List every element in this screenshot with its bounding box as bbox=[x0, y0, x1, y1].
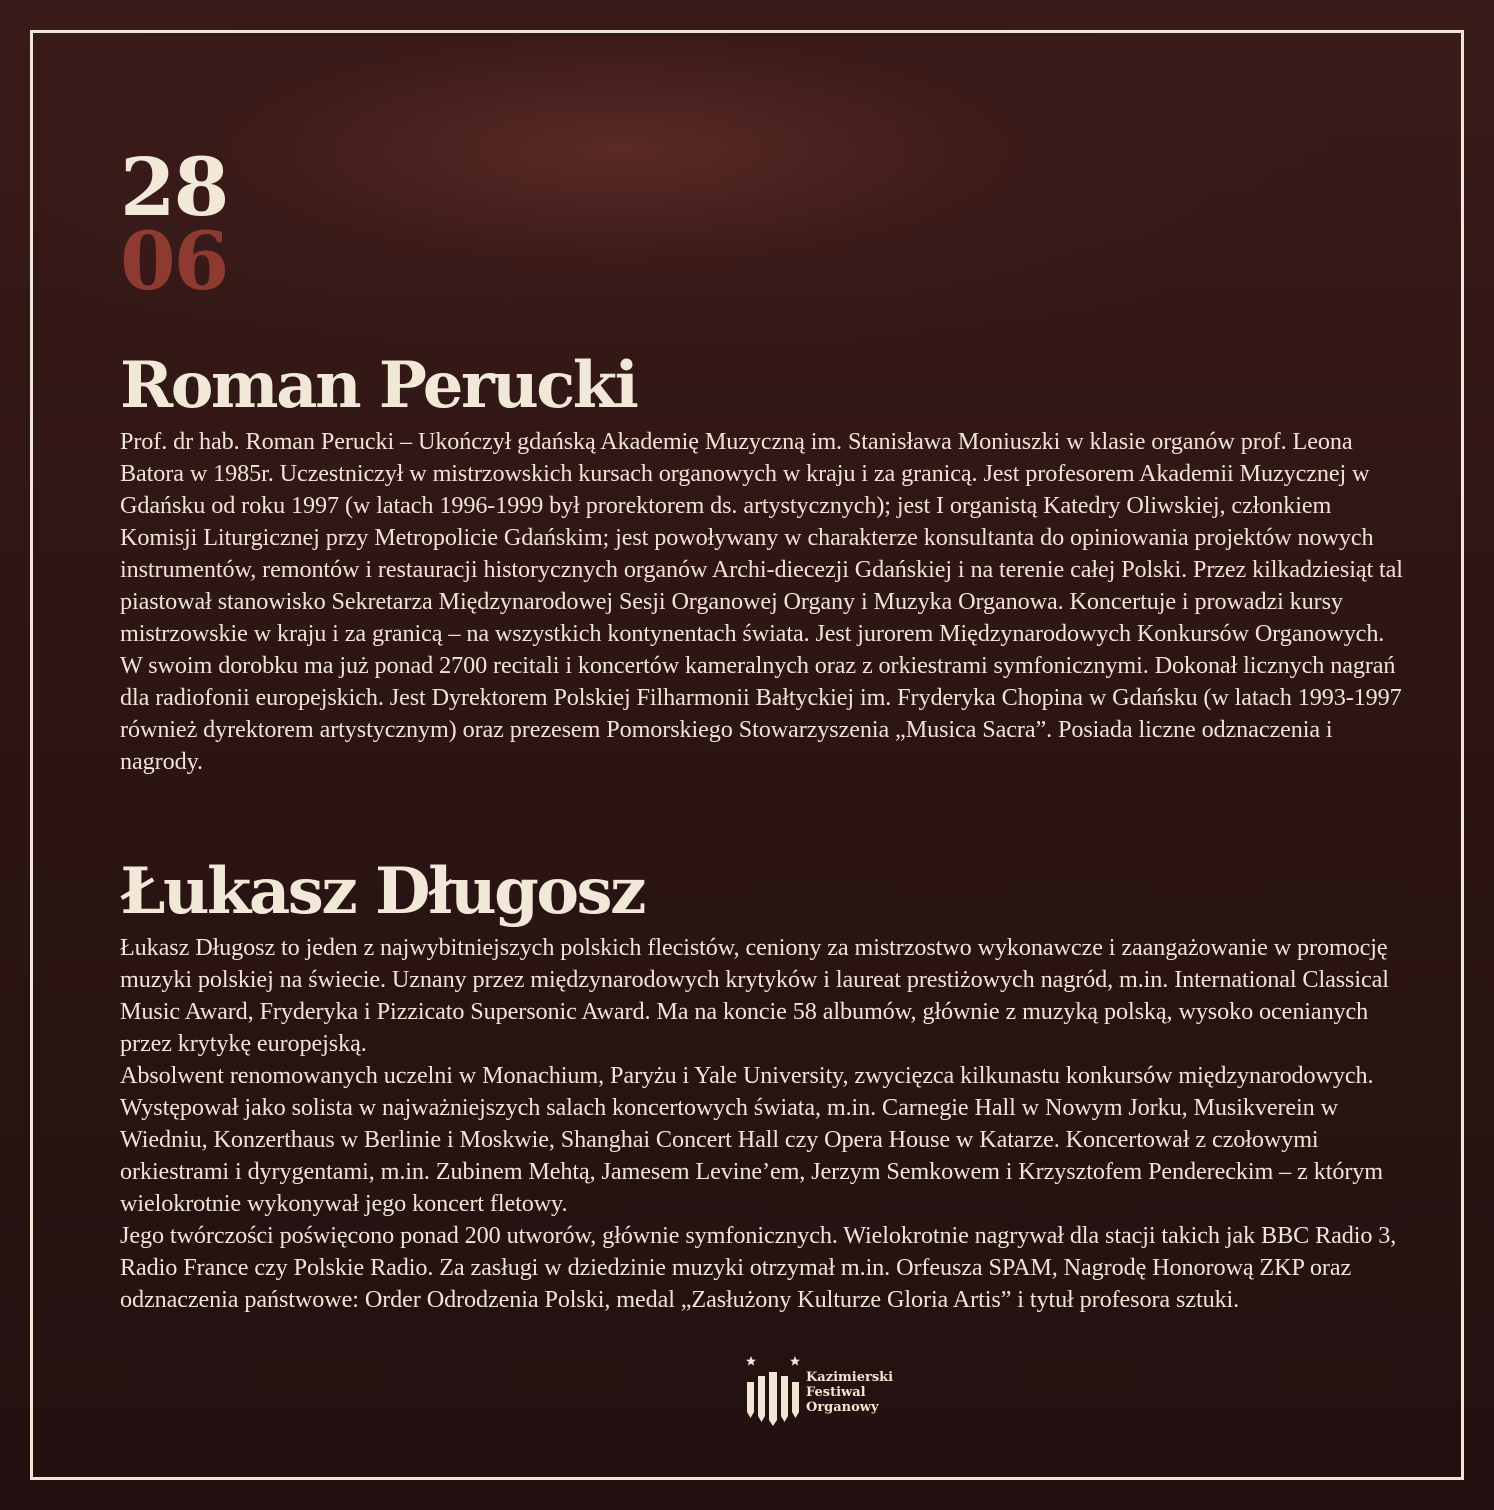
bio-paragraph: Absolwent renomowanych uczelni w Monachium, Paryżu i Yale University, zwycięzca kilkunastu konkursów międzynarodowych. Występował jako solista w najważniejszych salach koncertowych świata, m.in. Carnegie Hall w Nowym Jorku, Musikverein w Wiedniu, Konzerthaus w Berlinie i Moskwie, Shanghai Concert Hall czy Opera House w Katarze. Koncertował z czołowymi orkiestrami i dyrygentami, m.in. Zubinem Mehtą, Jamesem Levine’em, Jerzym Semkowem i Krzysztofem Pendereckim – z którym wielokrotnie wykonywał jego koncert fletowy. bbox=[120, 1062, 1383, 1217]
artist-bio bbox=[120, 932, 1410, 1316]
organ-pipes-icon bbox=[742, 1354, 804, 1436]
date-day: 28 bbox=[120, 140, 228, 234]
artist-section-2 bbox=[120, 852, 1410, 1316]
logo-line: Organowy bbox=[806, 1400, 879, 1415]
artist-name: Łukasz Długosz bbox=[120, 854, 644, 929]
event-date bbox=[120, 140, 228, 308]
artist-section-1 bbox=[120, 346, 1410, 778]
festival-logo bbox=[742, 1354, 912, 1436]
date-month: 06 bbox=[120, 214, 228, 308]
logo-line: Festiwal bbox=[806, 1385, 866, 1400]
artist-name: Roman Perucki bbox=[120, 348, 637, 423]
logo-line: Kazimierski bbox=[806, 1370, 894, 1385]
bio-paragraph: Łukasz Długosz to jeden z najwybitniejszych polskich flecistów, ceniony za mistrzostwo wykonawcze i zaangażowanie w promocję muzyki polskiej na świecie. Uznany przez międzynarodowych krytyków i laureat prestiżowych nagród, m.in. International Classical Music Award, Fryderyka i Pizzicato Supersonic Award. Ma na koncie 58 albumów, głównie z muzyką polską, wysoko ocenianych przez krytykę europejską. bbox=[120, 934, 1389, 1057]
logo-text bbox=[806, 1370, 893, 1415]
artist-bio bbox=[120, 426, 1410, 778]
bio-paragraph: Jego twórczości poświęcono ponad 200 utworów, głównie symfonicznych. Wielokrotnie nagrywał dla stacji takich jak BBC Radio 3, Radio France czy Polskie Radio. Za zasługi w dziedzinie muzyki otrzymał m.in. Orfeusza SPAM, Nagrodę Honorową ZKP oraz odznaczenia państwowe: Order Odrodzenia Polski, medal „Zasłużony Kulturze Gloria Artis” i tytuł profesora sztuki. bbox=[120, 1222, 1397, 1313]
bio-paragraph: Prof. dr hab. Roman Perucki – Ukończył gdańską Akademię Muzyczną im. Stanisława Moniuszki w klasie organów prof. Leona Batora w 1985r. Uczestniczył w mistrzowskich kursach organowych w kraju i za granicą. Jest profesorem Akademii Muzycznej w Gdańsku od roku 1997 (w latach 1996-1999 był prorektorem ds. artystycznych); jest I organistą Katedry Oliwskiej, członkiem Komisji Liturgicznej przy Metropolicie Gdańskim; jest powoływany w charakterze konsultanta do opiniowania projektów nowych instrumentów, remontów i restauracji historycznych organów Archi-diecezji Gdańskiej i na terenie całej Polski. Przez kilkadziesiąt tal piastował stanowisko Sekretarza Międzynarodowej Sesji Organowej Organy i Muzyka Organowa. Koncertuje i prowadzi kursy mistrzowskie w kraju i za granicą – na wszystkich kontynentach świata. Jest jurorem Międzynarodowych Konkursów Organowych. W swoim dorobku ma już ponad 2700 recitali i koncertów kameralnych oraz z orkiestrami symfonicznymi. Dokonał licznych nagrań dla radiofonii europejskich. Jest Dyrektorem Polskiej Filharmonii Bałtyckiej im. Fryderyka Chopina w Gdańsku (w latach 1993-1997 również dyrektorem artystycznym) oraz prezesem Pomorskiego Stowarzyszenia „Musica Sacra”. Posiada liczne odznaczenia i nagrody. bbox=[120, 428, 1403, 775]
